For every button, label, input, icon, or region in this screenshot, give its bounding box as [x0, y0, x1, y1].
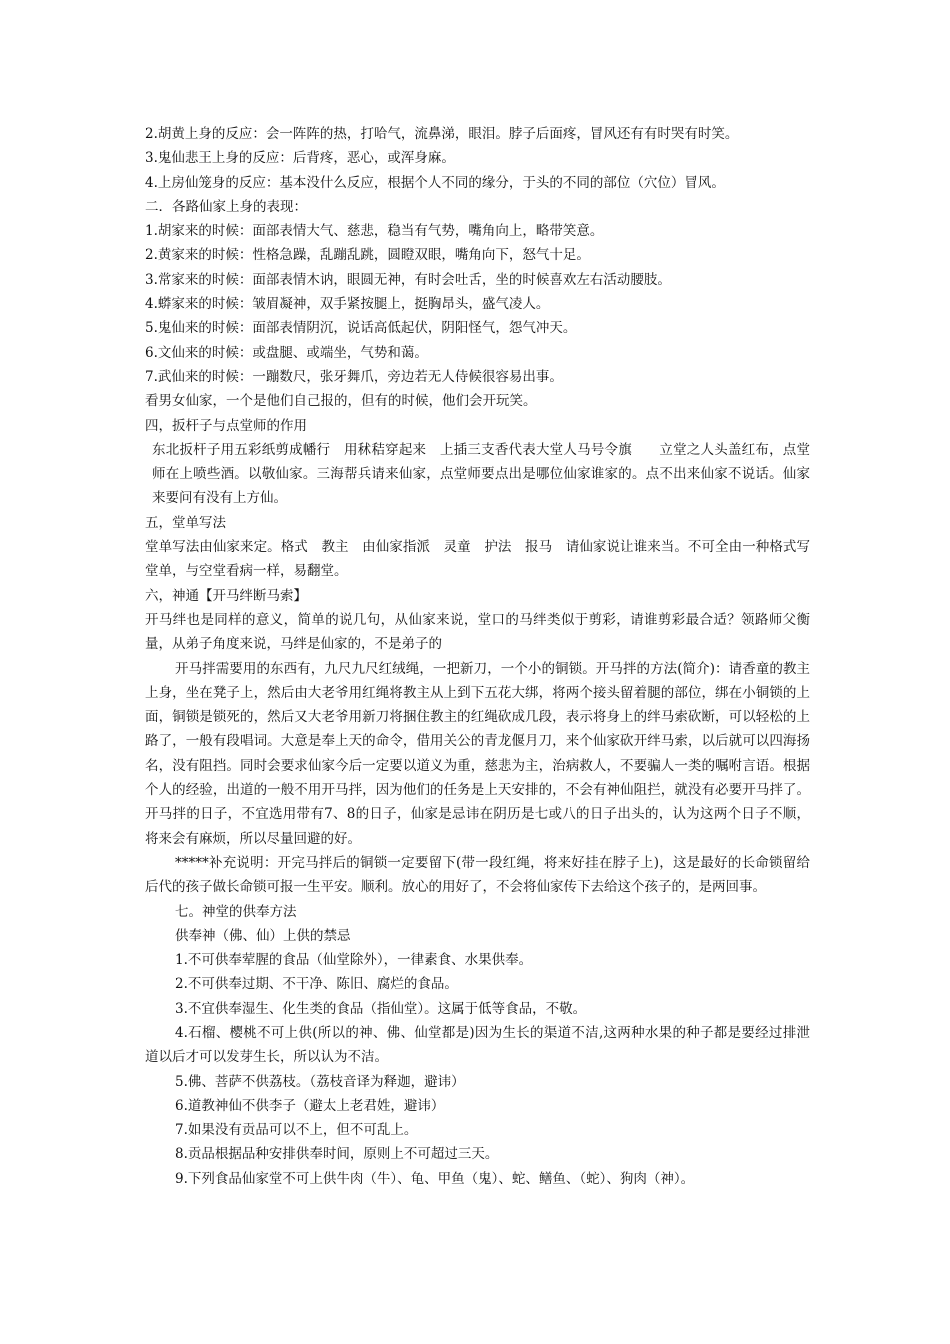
paragraph-mapan-method: 开马拌需要用的东西有，九尺九尺红绒绳，一把新刀，一个小的铜锁。开马拌的方法(简介)：请香童的教主上身，坐在凳子上，然后由大老爷用红绳将教主从上到下五花大绑，将两个接头留着腿的部位，绑在小铜锁的上面，铜锁是锁死的，然后又大老爷用新刀将捆住教主的红绳砍成几段，表示将身上的绊马索砍断，可以轻松的上路了，一般有段唱词。大意是奉上天的命令，借用关公的青龙偃月刀，来个仙家砍开绊马索，以后就可以四海扬名，没有阻挡。同时会要求仙家今后一定要以道义为重，慈悲为主，治病救人，不要骗人一类的嘱咐言语。根据个人的经验，出道的一般不用开马拌，因为他们的任务是上天安排的，不会有神仙阻拦，就没有必要开马拌了。开马拌的日子，不宜选用带有7、8的日子，仙家是忌讳在阴历是七或八的日子出头的，认为这两个日子不顺，将来会有麻烦，所以尽量回避的好。	[145, 660, 810, 847]
list-item: 1.胡家来的时候：面部表情大气、慈悲，稳当有气势，嘴角向上，略带笑意。	[145, 223, 604, 240]
text-line: 3.鬼仙悲王上身的反应：后背疼，恶心，或浑身麻。	[145, 150, 455, 167]
rule-item: 8.贡品根据品种安排供奉时间，原则上不可超过三天。	[175, 1146, 499, 1163]
rule-item: 6.道教神仙不供李子（避太上老君姓，避讳）	[175, 1097, 445, 1114]
text-line: 2.胡黄上身的反应：会一阵阵的热，打哈气，流鼻涕，眼泪。脖子后面疼，冒风还有有时哭有时笑。	[145, 126, 739, 142]
rule-item: 9.下列食品仙家堂不可上供牛肉（牛）、龟、甲鱼（鬼）、蛇、鳝鱼、（蛇）、狗肉（神）。	[175, 1170, 695, 1187]
section-heading-7: 七。神堂的供奉方法	[175, 903, 297, 920]
section-heading-4: 四，扳杆子与点堂师的作用	[145, 417, 307, 434]
paragraph-supplement: *****补充说明：开完马拌后的铜锁一定要留下(带一段红绳，将来好挂在脖子上)，这是最好的长命锁留给后代的孩子做长命锁可报一生平安。顺利。放心的用好了，不会将仙家传下去给这个孩子的，是两回事。	[145, 854, 810, 896]
list-item: 4.蟒家来的时候：皱眉凝神，双手紧按腿上，挺胸昂头，盛气凌人。	[145, 296, 550, 313]
list-item: 2.黄家来的时候：性格急躁，乱蹦乱跳，圆瞪双眼，嘴角向下，怒气十足。	[145, 247, 590, 264]
list-item: 6.文仙来的时候：或盘腿、或端坐，气势和蔼。	[145, 344, 428, 361]
rule-item: 7.如果没有贡品可以不上，但不可乱上。	[175, 1122, 418, 1139]
text-line: 4.上房仙笼身的反应：基本没什么反应，根据个人不同的缘分，于头的不同的部位（穴位）冒风。	[145, 174, 725, 191]
rule-item: 5.佛、菩萨不供荔枝。（荔枝音译为释迦，避讳）	[175, 1073, 465, 1090]
subheading-taboos: 供奉神（佛、仙）上供的禁忌	[175, 927, 351, 944]
section-heading-5: 五，堂单写法	[145, 514, 226, 531]
list-item: 7.武仙来的时候：一蹦数尺，张牙舞爪，旁边若无人侍候很容易出事。	[145, 368, 563, 385]
document-body	[145, 122, 810, 1191]
list-item: 5.鬼仙来的时候：面部表情阴沉，说话高低起伏，阴阳怪气，怨气冲天。	[145, 320, 577, 337]
rule-item: 1.不可供奉荤腥的食品（仙堂除外），一律素食、水果供奉。	[175, 952, 533, 969]
section-heading-6: 六，神通【开马绊断马索】	[145, 587, 307, 604]
rule-item: 4.石榴、樱桃不可上供(所以的神、佛、仙堂都是)因为生长的渠道不洁,这两种水果的种子都是要经过排泄道以后才可以发芽生长，所以认为不洁。	[145, 1024, 810, 1066]
rule-item: 2.不可供奉过期、不干净、陈旧、腐烂的食品。	[175, 976, 458, 993]
paragraph-bangan: 东北扳杆子用五彩纸剪成幡行 用秫秸穿起来 上插三支香代表大堂人马号令旗 立堂之人头盖红布，点堂师在上喷些酒。以敬仙家。三海帮兵请来仙家，点堂师要点出是哪位仙家谁家的。点不出来仙家不说话。仙家来要问有没有上方仙。	[152, 441, 810, 507]
paragraph-tangdan: 堂单写法由仙家来定。格式 教主 由仙家指派 灵童 护法 报马 请仙家说让谁来当。不可全由一种格式写堂单，与空堂看病一样，易翻堂。	[145, 539, 810, 580]
section-heading-2: 二．各路仙家上身的表现：	[145, 198, 307, 215]
rule-item: 3.不宜供奉湿生、化生类的食品（指仙堂）。这属于低等食品，不敬。	[175, 1000, 587, 1017]
list-item: 3.常家来的时候：面部表情木讷，眼圆无神，有时会吐舌，坐的时候喜欢左右活动腰肢。	[145, 271, 671, 288]
text-line: 看男女仙家，一个是他们自己报的，但有的时候，他们会开玩笑。	[145, 393, 537, 410]
paragraph-mapan-intro: 开马绊也是同样的意义，简单的说几句，从仙家来说，堂口的马绊类似于剪彩，请谁剪彩最合适？领路师父衡量，从弟子角度来说，马绊是仙家的，不是弟子的	[145, 611, 810, 653]
